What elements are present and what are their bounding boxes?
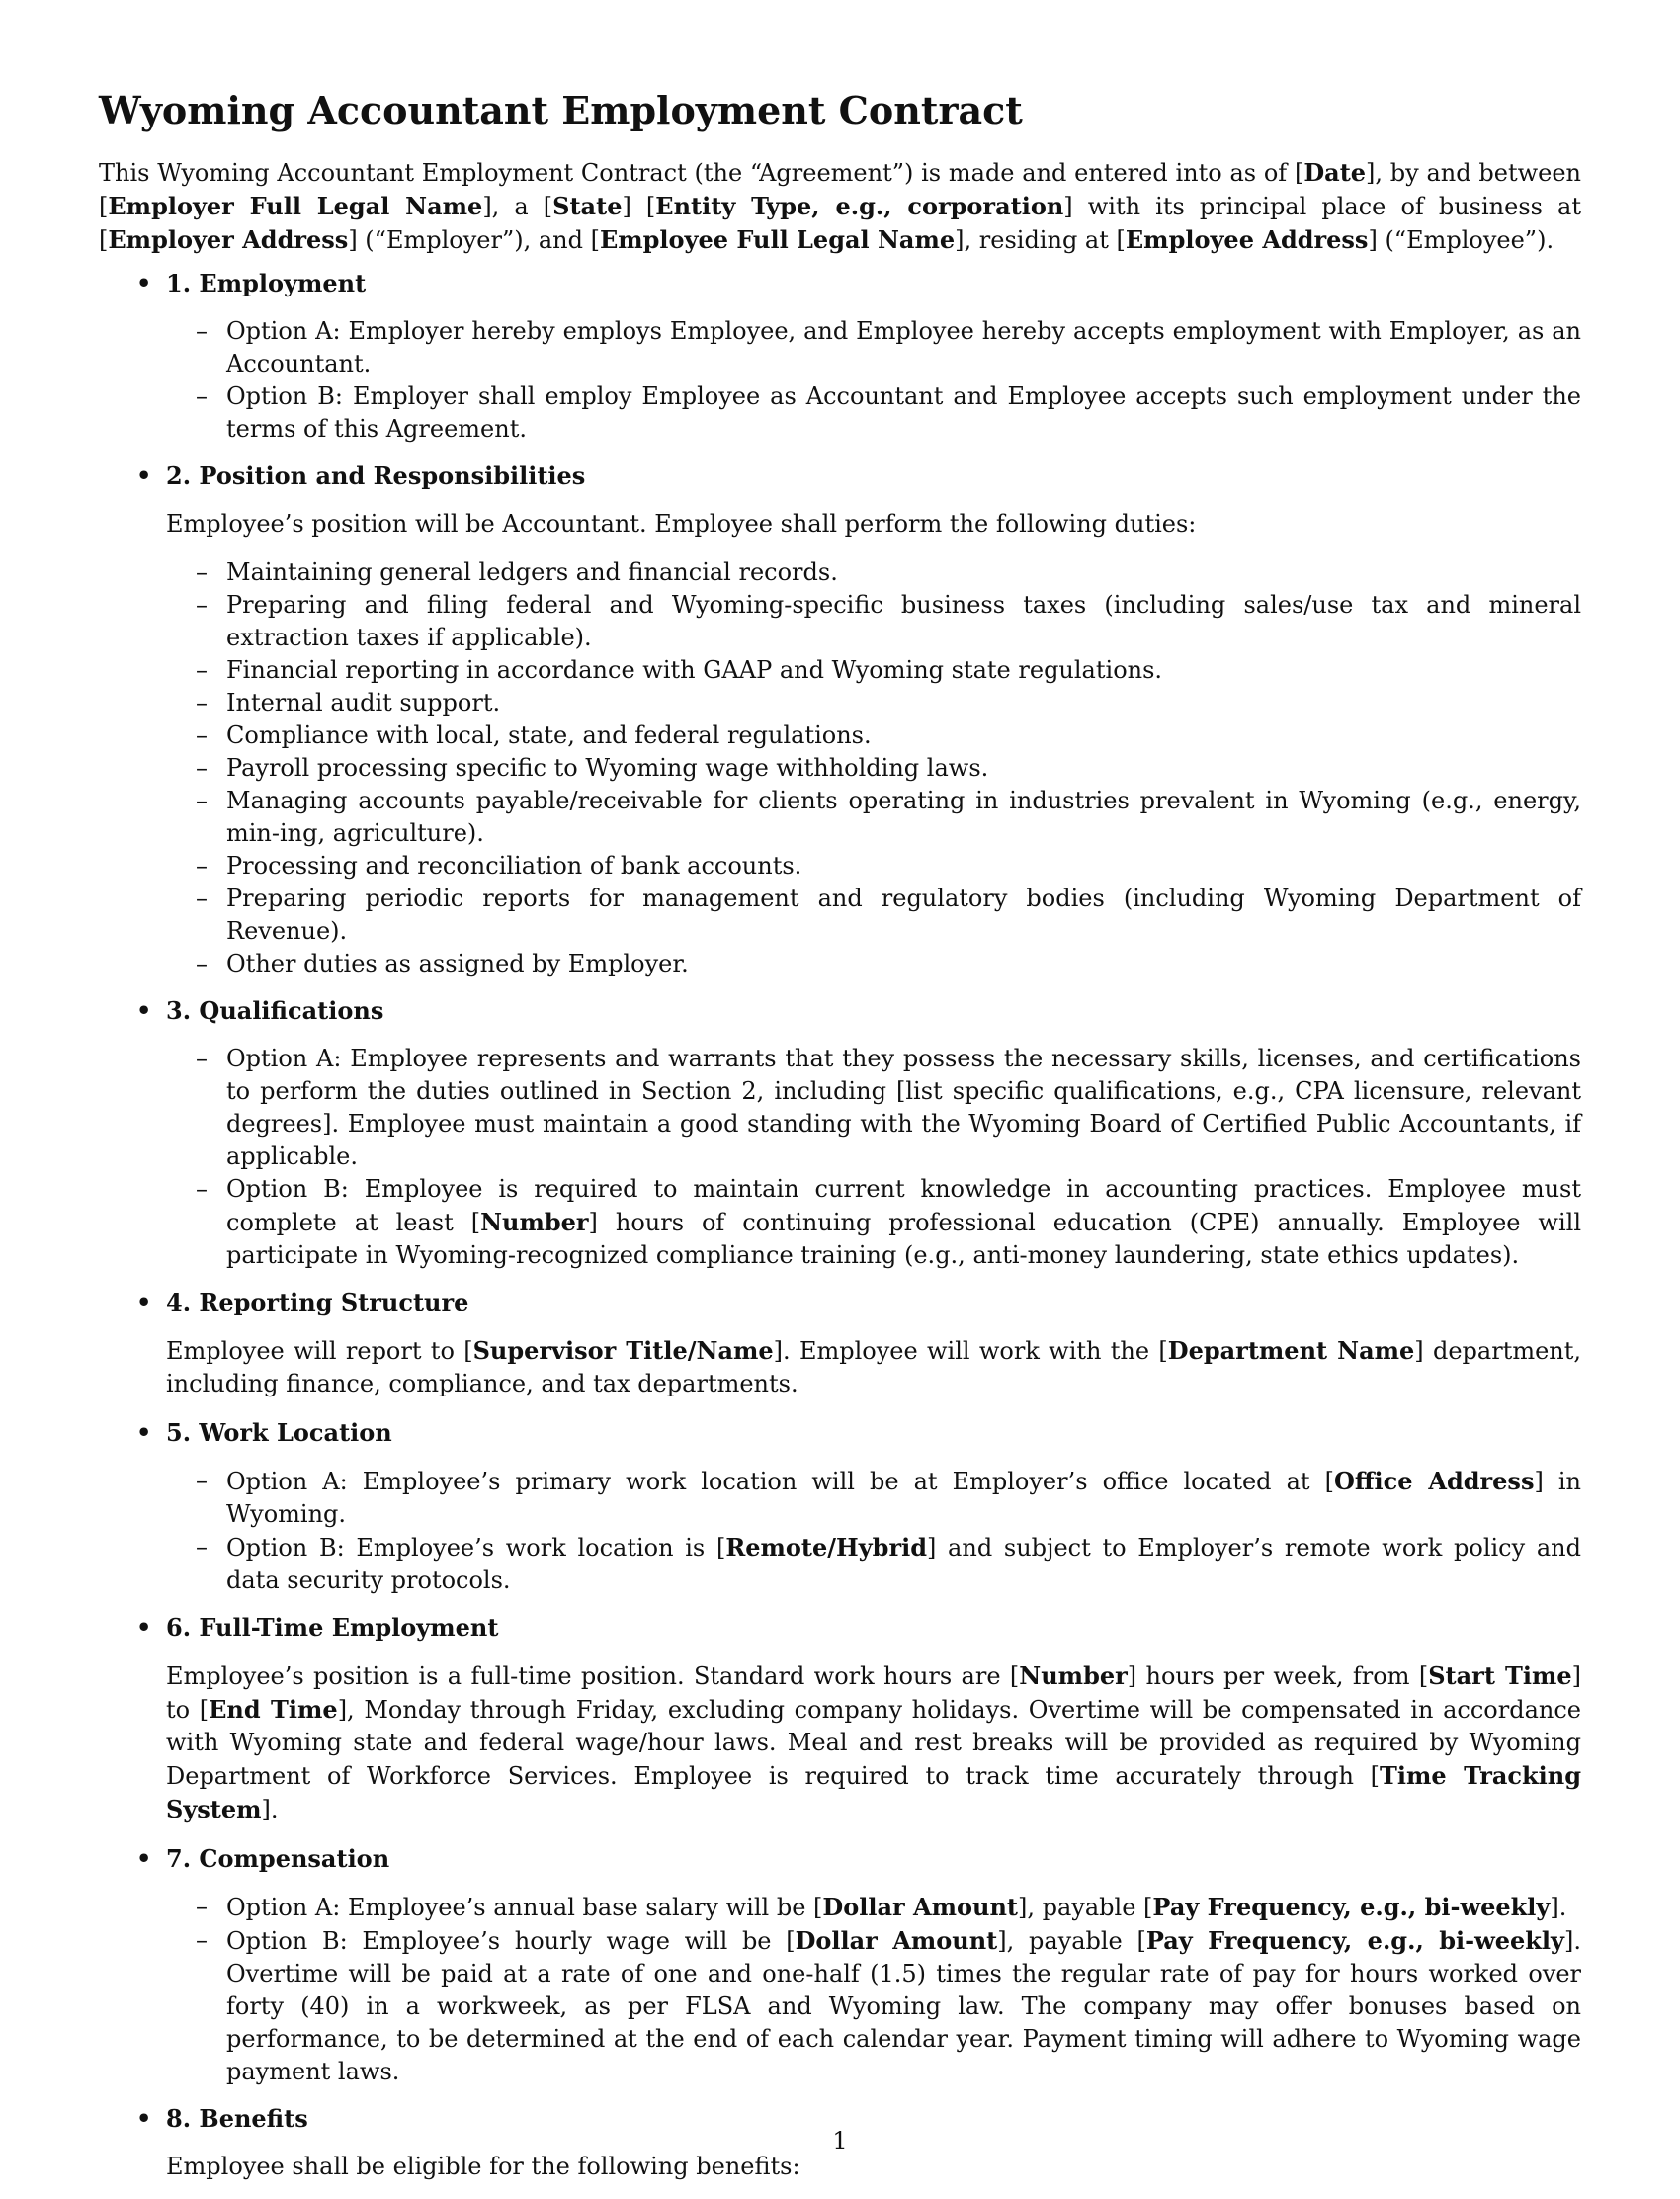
placeholder-end-time: End Time [209,1695,338,1724]
duty-text: Processing and reconciliation of bank accounts. [226,852,802,880]
section-intro: Employee’s position will be Accountant. Employee shall perform the following duties: [166,510,1197,538]
body-text: ]. Employee will work with the [ [773,1337,1168,1365]
placeholder-pay-frequency: Pay Frequency, e.g., bi-weekly [1145,1926,1564,1955]
option-text: Option A: Employee’s annual base salary will be [ [226,1894,823,1921]
dash-marker: – [196,382,208,410]
body-text: ] to [ [166,1662,1582,1724]
bullet-marker: • [136,2104,152,2133]
option-list [166,1043,1581,1272]
duty-item [166,948,1581,980]
duty-text: Preparing and filing federal and Wyoming-specific business taxes (including sales/use tax and mineral extraction taxes if applicable). [226,591,1581,651]
duty-text: Preparing periodic reports for management and regulatory bodies (including Wyoming Department of Revenue). [226,885,1581,945]
placeholder-office-address: Office Address [1333,1467,1535,1495]
option-b [166,1531,1581,1597]
dash-marker: – [196,317,208,345]
placeholder-entity-type: Entity Type, e.g., corporation [655,192,1064,220]
option-b [166,381,1581,446]
placeholder-remote-hybrid: Remote/Hybrid [725,1533,927,1562]
placeholder-number: Number [480,1208,589,1236]
body-text: Employee’s position is a full-time position. Standard work hours are [ [166,1662,1020,1690]
placeholder-department: Department Name [1167,1336,1415,1365]
option-text: Option B: Employer shall employ Employee as Accountant and Employee accepts such employment under the terms of this Agreement. [226,382,1581,443]
section-employment [99,267,1581,446]
section-title: 1. Employment [166,269,367,297]
bullet-marker: • [136,1613,152,1642]
section-body [166,1659,1581,1826]
option-list [166,315,1581,446]
duties-list [166,556,1581,980]
option-text: ] and subject to Employer’s remote work policy and data security protocols. [226,1534,1581,1594]
dash-marker: – [196,1893,208,1920]
intro-text: ] with its principal place of business at [ [99,193,1582,254]
placeholder-employer-address: Employer Address [108,225,349,254]
placeholder-employer-name: Employer Full Legal Name [108,192,483,220]
section-title: 2. Position and Responsibilities [166,462,586,490]
section-position-responsibilities [99,460,1581,980]
option-a [166,315,1581,381]
option-list [166,1465,1581,1597]
intro-paragraph [99,156,1581,257]
option-a [166,1891,1581,1924]
duty-item [166,785,1581,850]
option-text: Option B: Employee is required to maintain current knowledge in accounting practices. Employee must complete at least [ [226,1175,1581,1236]
placeholder-dollar-amount: Dollar Amount [822,1893,1019,1921]
duty-item [166,654,1581,687]
placeholder-state: State [552,192,623,220]
section-title: 7. Compensation [166,1844,390,1873]
option-b [166,1173,1581,1272]
duty-text: Managing accounts payable/receivable for clients operating in industries prevalent in Wyoming (e.g., energy, min-ing, agriculture). [226,787,1581,847]
option-text: ] hours of continuing professional education (CPE) annually. Employee will participate in Wyoming-recognized compliance training (e.g., anti-money laundering, state ethics updates). [226,1209,1581,1269]
body-text: ]. [261,1796,279,1823]
bullet-marker: • [136,1844,152,1873]
body-text: Employee will report to [ [166,1337,473,1365]
dash-marker: – [196,950,208,977]
dash-marker: – [196,591,208,619]
dash-marker: – [196,1045,208,1072]
intro-text: ] (“Employer”), and [ [348,226,600,254]
option-text: ], payable [ [1018,1894,1153,1921]
placeholder-supervisor: Supervisor Title/Name [472,1336,774,1365]
option-text: ], payable [ [997,1927,1146,1955]
section-title: 5. Work Location [166,1418,392,1447]
section-intro: Employee shall be eligible for the following benefits: [166,2153,800,2180]
section-title: 6. Full-Time Employment [166,1613,499,1642]
duty-item [166,719,1581,752]
document-page [99,87,1581,2199]
dash-marker: – [196,754,208,782]
dash-marker: – [196,885,208,912]
option-text: Option A: Employee’s primary work location will be at Employer’s office located at [ [226,1468,1334,1495]
placeholder-employee-address: Employee Address [1125,225,1369,254]
placeholder-time-tracking: Time Tracking System [166,1761,1581,1823]
section-qualifications [99,994,1581,1272]
duty-text: Financial reporting in accordance with GAAP and Wyoming state regulations. [226,656,1163,684]
dash-marker: – [196,689,208,717]
option-a [166,1465,1581,1531]
dash-marker: – [196,656,208,684]
option-a [166,1043,1581,1173]
intro-text: ], by and between [ [99,159,1581,220]
duty-item [166,850,1581,883]
bullet-marker: • [136,996,152,1025]
section-list [99,267,1581,2183]
duty-item [166,556,1581,589]
option-text: Option B: Employee’s work location is [ [226,1534,726,1562]
duty-text: Compliance with local, state, and federal regulations. [226,721,872,749]
placeholder-start-time: Start Time [1428,1661,1572,1690]
duty-item [166,589,1581,654]
section-title: 8. Benefits [166,2104,308,2133]
option-list [166,1891,1581,2088]
placeholder-pay-frequency: Pay Frequency, e.g., bi-weekly [1152,1893,1551,1921]
dash-marker: – [196,1533,208,1561]
dash-marker: – [196,1175,208,1203]
dash-marker: – [196,787,208,814]
option-text: Option A: Employer hereby employs Employee, and Employee hereby accepts employment with Employer, as an Accountant. [226,317,1581,378]
intro-text: ], a [ [482,193,553,220]
section-compensation [99,1842,1581,2088]
body-text: ], Monday through Friday, excluding company holidays. Overtime will be compensated in accordance with Wyoming state and federal wage/hour laws. Meal and rest breaks will be provided as required by Wyoming Department of Workforce Services. Employee is required to track time accurately through [ [166,1696,1581,1790]
duty-item [166,687,1581,719]
duty-text: Other duties as assigned by Employer. [226,950,689,977]
section-body [166,1334,1581,1400]
dash-marker: – [196,852,208,880]
bullet-marker: • [136,1418,152,1447]
intro-text: ] [ [622,193,656,220]
duty-item [166,883,1581,948]
placeholder-dollar-amount: Dollar Amount [795,1926,998,1955]
dash-marker: – [196,721,208,749]
duty-text: Internal audit support. [226,689,501,717]
body-text: ] hours per week, from [ [1127,1662,1429,1690]
option-text: ]. Overtime will be paid at a rate of one and one-half (1.5) times the regular rate of pay for hours worked over forty (40) in a workweek, as per FLSA and Wyoming law. The company may offer bonuses based on performance, to be determined at the end of each calendar year. Payment timing will adhere to Wyoming wage payment laws. [226,1927,1581,2085]
bullet-marker: • [136,269,152,297]
duty-text: Maintaining general ledgers and financial records. [226,558,838,586]
section-work-location [99,1416,1581,1597]
option-text: Option B: Employee’s hourly wage will be [ [226,1927,796,1955]
placeholder-date: Date [1303,158,1367,187]
duty-text: Payroll processing specific to Wyoming wage withholding laws. [226,754,989,782]
option-text: ]. [1550,1894,1567,1921]
document-title: Wyoming Accountant Employment Contract [99,88,1023,132]
section-reporting-structure [99,1286,1581,1400]
page-number: 1 [832,2127,848,2155]
section-full-time-employment [99,1611,1581,1826]
section-title: 4. Reporting Structure [166,1288,469,1316]
intro-text: ], residing at [ [955,226,1126,254]
bullet-marker: • [136,462,152,490]
option-b [166,1924,1581,2088]
intro-text: This Wyoming Accountant Employment Contract (the “Agreement”) is made and entered into as of [ [99,159,1304,187]
option-text: ] in Wyoming. [226,1468,1581,1528]
placeholder-number: Number [1019,1661,1128,1690]
dash-marker: – [196,558,208,586]
section-title: 3. Qualifications [166,996,384,1025]
bullet-marker: • [136,1288,152,1316]
duty-item [166,752,1581,785]
option-text: Option A: Employee represents and warrants that they possess the necessary skills, licenses, and certifications to perform the duties outlined in Section 2, including [list specific qualifications, e.g., CPA licensure, relevant degrees]. Employee must maintain a good standing with the Wyoming Board of Certified Public Accountants, if applicable. [226,1045,1581,1170]
body-text: ] department, including finance, compliance, and tax departments. [166,1337,1582,1397]
placeholder-employee-name: Employee Full Legal Name [599,225,956,254]
intro-text: ] (“Employee”). [1368,226,1554,254]
dash-marker: – [196,1467,208,1494]
dash-marker: – [196,1926,208,1954]
